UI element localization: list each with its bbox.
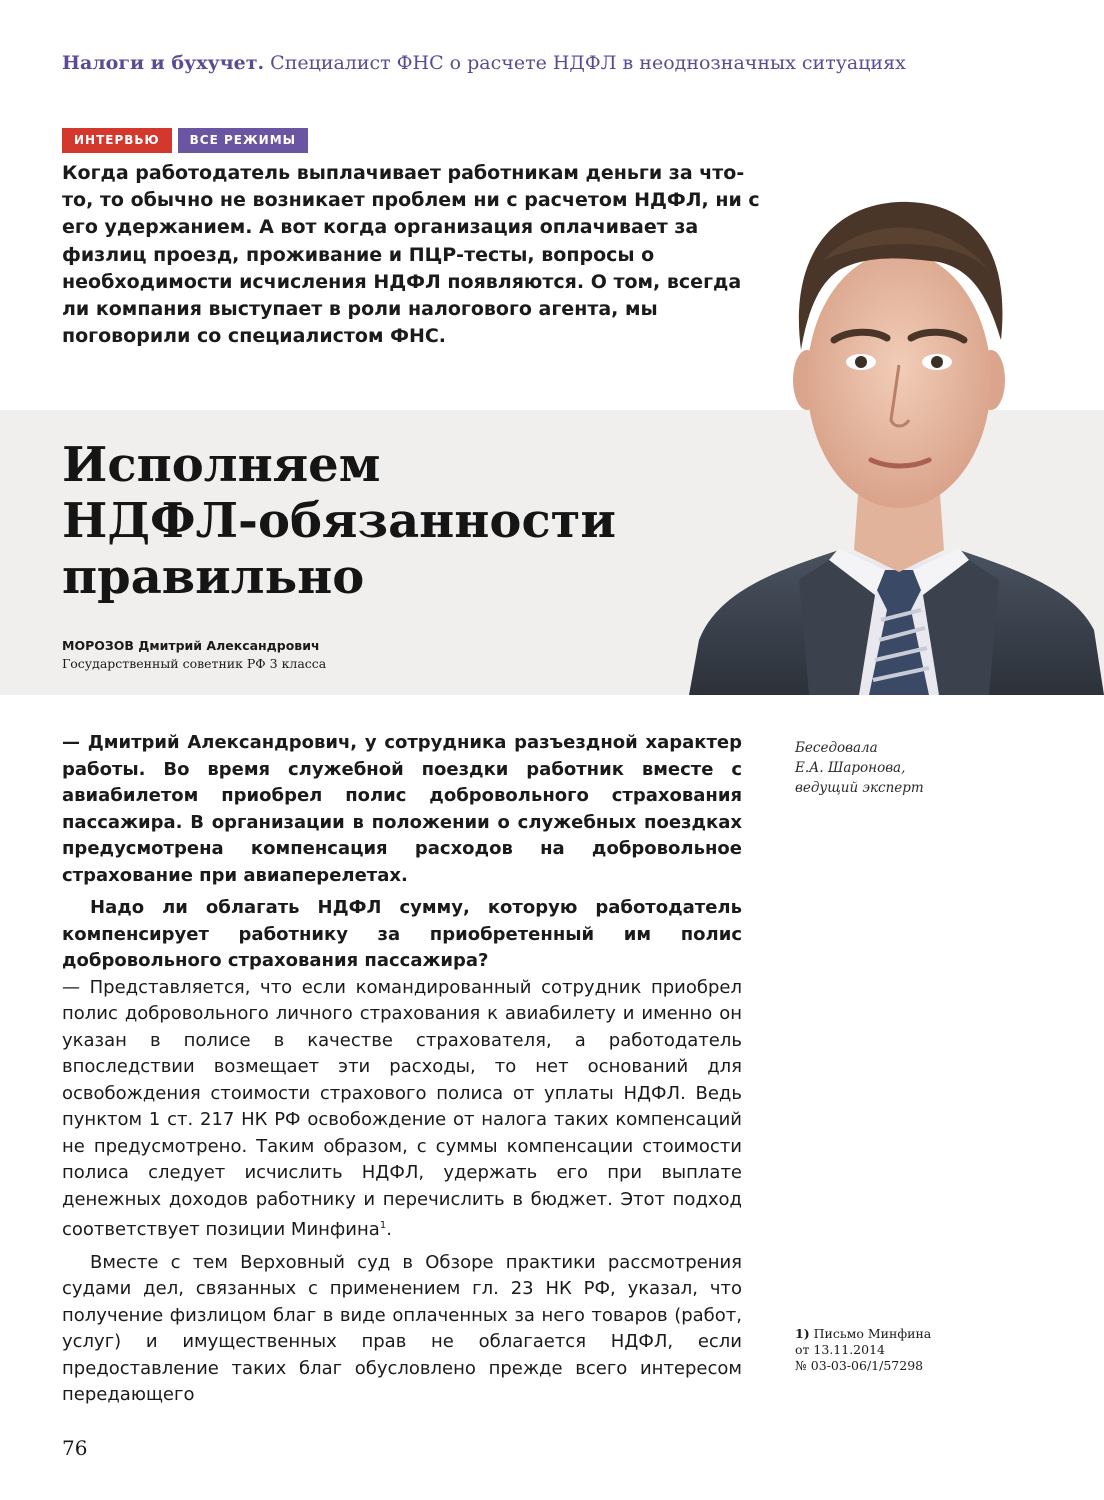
footnote-number: 1) bbox=[795, 1326, 810, 1341]
author-role: Государственный советник РФ 3 класса bbox=[62, 656, 327, 671]
page-number: 76 bbox=[62, 1436, 88, 1460]
question-paragraph: Надо ли облагать НДФЛ сумму, которую работодатель компенсирует работнику за приобретенный им полис добровольного страхования пассажира? bbox=[62, 897, 742, 971]
author-photo bbox=[689, 150, 1104, 695]
interviewer-line-3: ведущий эксперт bbox=[795, 780, 924, 796]
footnote-line-2: от 13.11.2014 bbox=[795, 1342, 885, 1357]
answer-paragraph: Вместе с тем Верховный суд в Обзоре практики рассмотрения судами дел, связанных с применением гл. 23 НК РФ, указал, что получение физлицом благ в виде оплаченных за него товаров (работ, услуг) и имущественных прав не облагается НДФЛ, если предоставление таких благ обусловлено прежде всего интересом передающего bbox=[62, 1251, 742, 1405]
title-line-1: Исполняем bbox=[62, 437, 381, 493]
answer-text: — Представляется, что если командированный сотрудник приобрел полис добровольного личного страхования к авиабилету и именно он указан в полисе в качестве страхователя, а работодатель впоследствии возмещает эти расходы, то нет оснований для освобождения стоимости страхового полиса от уплаты НДФЛ. Ведь пунктом 1 ст. 217 НК РФ освобождение от налога таких компенсаций не предусмотрено. Таким образом, с суммы компенсации стоимости полиса следует исчислить НДФЛ, удержать его при выплате денежных доходов работнику и перечислить в бюджет. Этот подход соответствует позиции Минфина bbox=[62, 976, 742, 1240]
header-section: Налоги и бухучет. bbox=[62, 52, 265, 74]
footnote-line-1: Письмо Минфина bbox=[813, 1326, 932, 1341]
answer-end: . bbox=[386, 1219, 392, 1240]
footnote bbox=[795, 1326, 1045, 1374]
header-subtitle: Специалист ФНС о расчете НДФЛ в неоднозначных ситуациях bbox=[270, 52, 906, 74]
author-name: МОРОЗОВ Дмитрий Александрович bbox=[62, 638, 320, 653]
tag-interview: ИНТЕРВЬЮ bbox=[62, 128, 172, 153]
lead-paragraph: Когда работодатель выплачивает работникам деньги за что-то, то обычно не возникает проблем ни с расчетом НДФЛ, ни с его удержанием. А вот когда организация оплачивает за физлиц проезд, проживание и ПЦР-тесты, вопросы о необходимости исчисления НДФЛ появляются. О том, всегда ли компания выступает в роли налогового агента, мы поговорили со специалистом ФНС. bbox=[62, 162, 760, 348]
interviewer-note bbox=[795, 738, 1045, 798]
tag-all-regimes: ВСЕ РЕЖИМЫ bbox=[178, 128, 308, 153]
footnote-line-3: № 03-03-06/1/57298 bbox=[795, 1358, 924, 1373]
article-title bbox=[62, 437, 682, 605]
article-body bbox=[62, 730, 742, 1409]
answer-paragraph bbox=[62, 975, 742, 1244]
running-header bbox=[62, 52, 906, 74]
title-line-2: НДФЛ-обязанности bbox=[62, 493, 617, 549]
interviewer-line-1: Беседовала bbox=[795, 740, 878, 756]
footnote-ref: 1 bbox=[379, 1220, 387, 1231]
question-paragraph: — Дмитрий Александрович, у сотрудника разъездной характер работы. Во время служебной поездки работник вместе с авиабилетом приобрел полис добровольного страхования пассажира. В организации в положении о служебных поездках предусмотрена компенсация расходов на добровольное страхование при авиаперелетах. bbox=[62, 732, 742, 886]
title-line-3: правильно bbox=[62, 549, 365, 605]
interviewer-line-2: Е.А. Шаронова, bbox=[795, 760, 906, 776]
tag-list bbox=[62, 128, 308, 153]
